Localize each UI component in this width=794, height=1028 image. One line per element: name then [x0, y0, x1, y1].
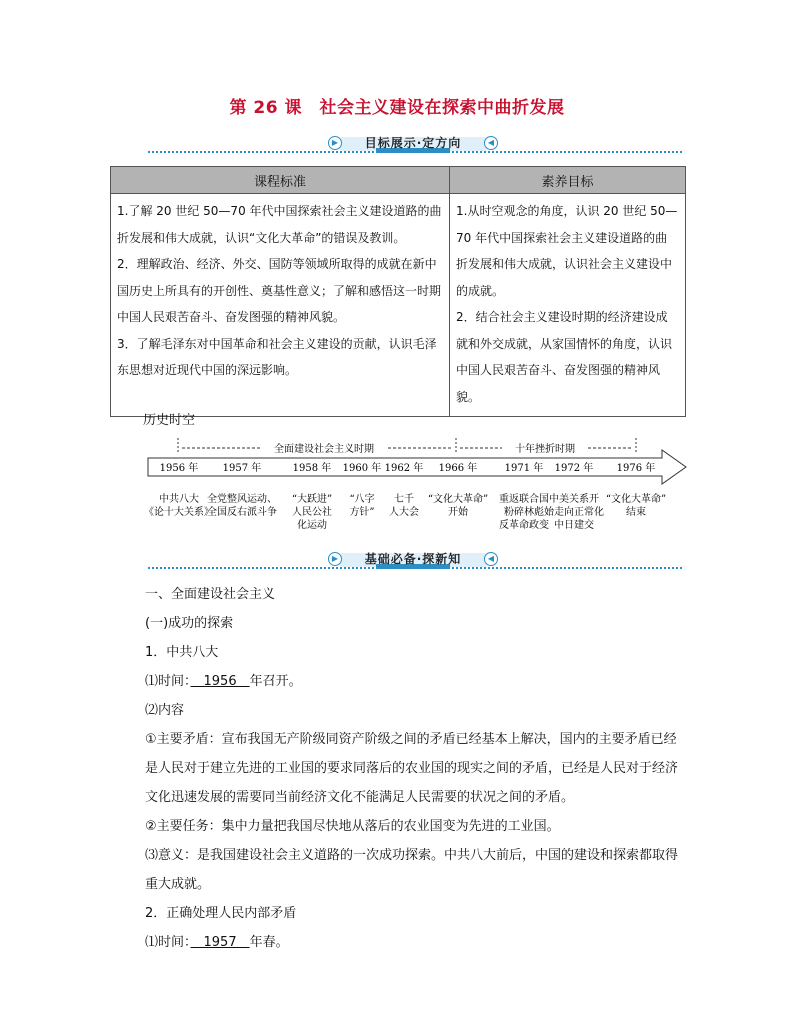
timeline-event: “八字 [349, 494, 375, 505]
timeline-event: 全国反右派斗争 [207, 507, 277, 518]
period2-label: 十年挫折时期 [515, 444, 575, 455]
timeline-year: 1960 年 [342, 463, 382, 474]
timeline-event: 七千 [394, 494, 414, 505]
answer-blank: 1956 [190, 674, 250, 689]
period1-label: 全面建设社会主义时期 [274, 444, 374, 455]
section-heading: 一、全面建设社会主义 [145, 587, 276, 602]
timeline-year: 1976 年 [616, 463, 656, 474]
header-goals: 素养目标 [450, 167, 686, 194]
time-line-1 [145, 667, 685, 696]
timeline-event: 中日建交 [554, 520, 594, 531]
time-suffix: 年召开。 [249, 674, 302, 689]
timeline-event: 始走向正常化 [544, 507, 604, 518]
header-standards: 课程标准 [111, 167, 450, 194]
banner-label: 基础必备·探新知 [364, 552, 462, 566]
time-line-2 [145, 928, 685, 957]
standards-cell [111, 194, 450, 417]
standards-table [110, 166, 686, 417]
timeline-event: 《论十大关系》 [144, 507, 214, 518]
timeline-year: 1971 年 [504, 463, 544, 474]
lesson-title: 第 26 课 社会主义建设在探索中曲折发展 [229, 98, 565, 118]
timeline-year: 1962 年 [384, 463, 424, 474]
timeline-heading: 历史时空 [143, 413, 196, 428]
timeline-year: 1956 年 [159, 463, 199, 474]
timeline-event: 开始 [448, 507, 468, 518]
item-heading: 1．中共八大 [145, 645, 219, 660]
timeline-event: 重返联合国 [499, 494, 549, 505]
paragraph-significance: ⑶意义：是我国建设社会主义道路的一次成功探索。中共八大前后，中国的建设和探索都取得重大成就。 [145, 848, 679, 892]
play-icon: ▶ [328, 136, 342, 150]
goal-item: 1.从时空观念的角度，认识 20 世纪 50—70 年代中国探索社会主义建设道路的曲折发展和伟大成就，认识社会主义建设中的成就。 [456, 204, 678, 298]
item-heading: 2．正确处理人民内部矛盾 [145, 906, 297, 921]
timeline-event: 中共八大 [159, 494, 199, 505]
timeline-year: 1972 年 [554, 463, 594, 474]
timeline-event: 中美关系开 [549, 494, 599, 505]
answer-blank: 1957 [190, 935, 250, 950]
timeline-event: 全党整风运动、 [207, 494, 277, 505]
timeline-year: 1966 年 [438, 463, 478, 474]
time-suffix: 年春。 [249, 935, 289, 950]
content-label: ⑵内容 [145, 703, 185, 718]
goal-item: 2．结合社会主义建设时期的经济建设成就和外交成就，从家国情怀的角度，认识中国人民艰苦奋斗、奋发图强的精神风貌。 [456, 310, 673, 404]
standard-item: 2．理解政治、经济、外交、国防等领域所取得的成就在新中国历史上所具有的开创性、奠基性意义；了解和感悟这一时期中国人民艰苦奋斗、奋发图强的精神风貌。 [117, 257, 442, 324]
timeline-event: 方针” [349, 507, 375, 518]
timeline-event: 粉碎林彪 [504, 507, 544, 518]
lesson-content [145, 580, 685, 957]
timeline-event: “文化大革命” [605, 494, 667, 505]
timeline-event: 人大会 [389, 507, 419, 518]
play-icon: ▶ [328, 552, 342, 566]
timeline-event: 反革命政变 [499, 520, 549, 531]
basics-banner [148, 548, 682, 572]
timeline-event: 化运动 [297, 520, 327, 531]
timeline [142, 432, 702, 542]
time-label: ⑴时间： [145, 935, 191, 950]
paragraph-task: ②主要任务：集中力量把我国尽快地从落后的农业国变为先进的工业国。 [145, 819, 560, 834]
play-back-icon: ◀ [484, 552, 498, 566]
timeline-event: 结束 [626, 507, 646, 518]
timeline-event: 人民公社 [292, 507, 332, 518]
goals-cell [450, 194, 686, 417]
goals-banner [148, 132, 682, 156]
timeline-year: 1957 年 [222, 463, 262, 474]
standard-item: 1.了解 20 世纪 50—70 年代中国探索社会主义建设道路的曲折发展和伟大成就，认识“文化大革命”的错误及教训。 [117, 204, 442, 245]
timeline-event: “大跃进” [291, 494, 333, 505]
time-label: ⑴时间： [145, 674, 191, 689]
timeline-event: “文化大革命” [427, 494, 489, 505]
play-back-icon: ◀ [484, 136, 498, 150]
banner-label: 目标展示·定方向 [364, 136, 462, 150]
timeline-year: 1958 年 [292, 463, 332, 474]
subsection-heading: (一)成功的探索 [145, 616, 234, 631]
paragraph-contradiction: ①主要矛盾：宣布我国无产阶级同资产阶级之间的矛盾已经基本上解决，国内的主要矛盾已经是人民对于建立先进的工业国的要求同落后的农业国的现实之间的矛盾，已经是人民对于经济文化迅速发展的需要同当前经济文化不能满足人民需要的状况之间的矛盾。 [145, 732, 679, 805]
standard-item: 3．了解毛泽东对中国革命和社会主义建设的贡献，认识毛泽东思想对近现代中国的深远影响。 [117, 336, 437, 377]
